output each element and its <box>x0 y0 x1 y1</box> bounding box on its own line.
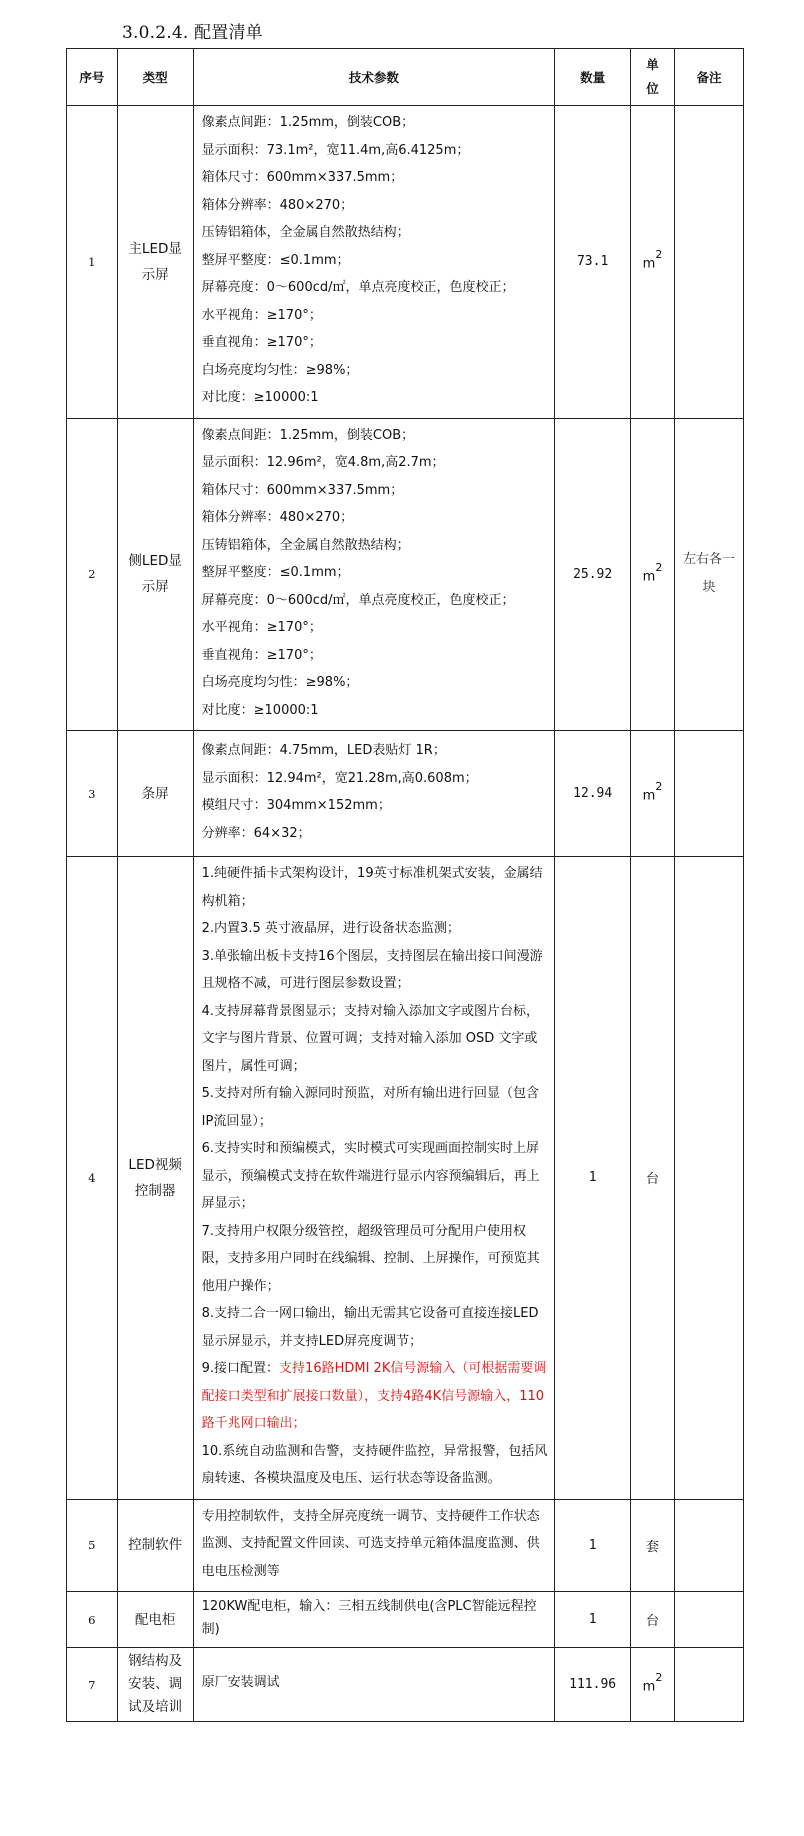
param-line: 白场亮度均匀性：≥98%； <box>201 675 359 690</box>
param-line: 显示面积：12.96m²，宽4.8m,高2.7m； <box>201 455 445 470</box>
row-quantity: 1 <box>555 1592 631 1648</box>
section-title: 3.0.2.4. 配置清单 <box>122 23 263 43</box>
row-params <box>193 1648 555 1722</box>
unit-superscript: 2 <box>655 1670 663 1684</box>
row-note <box>674 418 743 731</box>
param-line: 白场亮度均匀性：≥98%； <box>201 362 359 378</box>
param-line: 分辨率：64×32； <box>201 825 311 841</box>
row-type: 配电柜 <box>117 1592 193 1648</box>
item9-prefix: 9.接口配置： <box>201 1361 280 1376</box>
header-type: 类型 <box>117 49 193 106</box>
param-line: 屏幕亮度：0～600cd/㎡，单点亮度校正，色度校正； <box>201 592 515 608</box>
row-params <box>193 857 555 1500</box>
param-line: 10.系统自动监测和告警，支持硬件监控，异常报警，包括风扇转速、各模块温度及电压、运行状态等设备监测。 <box>201 1443 548 1486</box>
unit-base: m <box>642 568 656 584</box>
param-line: 对比度：≥10000:1 <box>201 702 319 718</box>
table-row <box>67 857 744 1500</box>
unit-superscript: 2 <box>655 248 663 262</box>
param-line-interface-config <box>202 1355 549 1438</box>
param-line: 垂直视角：≥170°； <box>201 647 322 663</box>
table-row <box>67 1648 744 1722</box>
row-params <box>193 1499 555 1592</box>
row-quantity: 12.94 <box>555 731 631 857</box>
row-unit <box>631 418 675 731</box>
row-unit <box>631 731 675 857</box>
param-line: 1.纯硬件插卡式架构设计，19英寸标准机架式安装，金属结构机箱； <box>201 866 543 909</box>
table-row <box>67 1499 744 1592</box>
param-line: 箱体分辨率：480×270； <box>201 197 354 213</box>
param-line: 模组尺寸：304mm×152mm； <box>201 798 391 813</box>
param-line: 显示面积：12.94m²，宽21.28m,高0.608m； <box>201 770 478 786</box>
param-line: 箱体分辨率：480×270； <box>201 510 354 525</box>
row-note <box>674 1592 743 1648</box>
param-line: 箱体尺寸：600mm×337.5mm； <box>201 482 404 498</box>
row-quantity: 1 <box>555 1499 631 1592</box>
unit-base: m <box>642 256 656 272</box>
unit-base: m <box>642 1679 656 1695</box>
param-line: 屏幕亮度：0～600cd/㎡，单点亮度校正，色度校正； <box>201 280 515 295</box>
row-index: 1 <box>67 106 118 419</box>
unit-superscript: 2 <box>655 779 663 793</box>
row-params <box>193 418 555 731</box>
param-line: 整屏平整度：≤0.1mm； <box>201 565 350 580</box>
row-index: 5 <box>67 1499 118 1592</box>
param-line: 像素点间距：1.25mm，倒装COB； <box>201 427 415 443</box>
param-line: 6.支持实时和预编模式，实时模式可实现画面控制实时上屏显示，预编模式支持在软件端进行显示内容预编辑后，再上屏显示； <box>201 1141 540 1211</box>
param-line: 120KW配电柜，输入：三相五线制供电(含PLC智能远程控制) <box>201 1599 537 1637</box>
row-params <box>193 731 555 857</box>
item9-highlight: 支持16路HDMI 2K信号源输入（可根据需要调配接口类型和扩展接口数量），支持4路4K信号源输入，110路千兆网口输出； <box>201 1361 547 1431</box>
header-index: 序号 <box>67 49 118 106</box>
param-line: 3.单张输出板卡支持16个图层，支持图层在输出接口间漫游且规格不减，可进行图层参数设置； <box>201 948 543 991</box>
table-row <box>67 418 744 731</box>
row-type: 钢结构及安装、调试及培训 <box>117 1648 193 1722</box>
param-line: 像素点间距：4.75mm，LED表贴灯 1R； <box>201 743 446 758</box>
row-params <box>193 1592 555 1648</box>
param-line: 压铸铝箱体，全金属自然散热结构； <box>201 537 410 553</box>
param-line: 2.内置3.5 英寸液晶屏，进行设备状态监测； <box>201 921 460 936</box>
param-line: 箱体尺寸：600mm×337.5mm； <box>201 170 404 185</box>
row-type: 条屏 <box>117 731 193 857</box>
param-line: 垂直视角：≥170°； <box>201 335 322 350</box>
row-unit <box>631 106 675 419</box>
param-line: 8.支持二合一网口输出，输出无需其它设备可直接连接LED显示屏显示，并支持LED屏亮度调节； <box>201 1306 539 1349</box>
header-unit-text: 单位 <box>646 57 659 96</box>
param-line: 原厂安装调试 <box>201 1675 280 1691</box>
param-line: 7.支持用户权限分级管控，超级管理员可分配用户使用权限，支持多用户同时在线编辑、控制、上屏操作，可预览其他用户操作； <box>201 1223 540 1294</box>
header-note: 备注 <box>674 49 743 106</box>
row-index: 7 <box>67 1648 118 1722</box>
row-unit: 套 <box>631 1499 675 1592</box>
row-note <box>674 731 743 857</box>
row-index: 2 <box>67 418 118 731</box>
table-row <box>67 731 744 857</box>
header-unit <box>631 49 675 106</box>
row-type: LED视频控制器 <box>117 857 193 1500</box>
row-type: 主LED显示屏 <box>117 106 193 419</box>
unit-base: m <box>642 788 656 804</box>
header-quantity: 数量 <box>555 49 631 106</box>
row-quantity: 73.1 <box>555 106 631 419</box>
param-line: 显示面积：73.1m²，宽11.4m,高6.4125m； <box>201 142 470 158</box>
row-note <box>674 1499 743 1592</box>
row-quantity: 111.96 <box>555 1648 631 1722</box>
row-type: 控制软件 <box>117 1499 193 1592</box>
header-params: 技术参数 <box>193 49 555 106</box>
row-note <box>674 857 743 1500</box>
param-line: 4.支持屏幕背景图显示；支持对输入添加文字或图片台标，文字与图片背景、位置可调；支持对输入添加 OSD 文字或图片，属性可调； <box>201 1003 540 1074</box>
table-row <box>67 106 744 419</box>
row-quantity: 25.92 <box>555 418 631 731</box>
row-index: 4 <box>67 857 118 1500</box>
row-params <box>193 106 555 419</box>
row-quantity: 1 <box>555 857 631 1500</box>
row-unit: 台 <box>631 857 675 1500</box>
table-header-row <box>67 49 744 106</box>
param-line: 水平视角：≥170°； <box>201 307 322 323</box>
row-index: 3 <box>67 731 118 857</box>
param-line: 压铸铝箱体，全金属自然散热结构； <box>201 225 410 240</box>
note-text: 左右各一块 <box>682 552 735 596</box>
row-unit: 台 <box>631 1592 675 1648</box>
row-index: 6 <box>67 1592 118 1648</box>
row-note <box>674 106 743 419</box>
row-unit <box>631 1648 675 1722</box>
configuration-table <box>66 48 744 1722</box>
unit-superscript: 2 <box>655 560 663 574</box>
table-row <box>67 1592 744 1648</box>
param-line: 5.支持对所有输入源同时预监，对所有输出进行回显（包含IP流回显）； <box>201 1086 540 1129</box>
param-line: 整屏平整度：≤0.1mm； <box>201 252 350 268</box>
param-line: 专用控制软件，支持全屏亮度统一调节、支持硬件工作状态监测、支持配置文件回读、可选支持单元箱体温度监测、供电电压检测等 <box>201 1508 540 1579</box>
param-line: 水平视角：≥170°； <box>201 620 322 635</box>
param-line: 像素点间距：1.25mm，倒装COB； <box>201 115 415 130</box>
row-type: 侧LED显示屏 <box>117 418 193 731</box>
row-note <box>674 1648 743 1722</box>
param-line: 对比度：≥10000:1 <box>201 390 319 405</box>
